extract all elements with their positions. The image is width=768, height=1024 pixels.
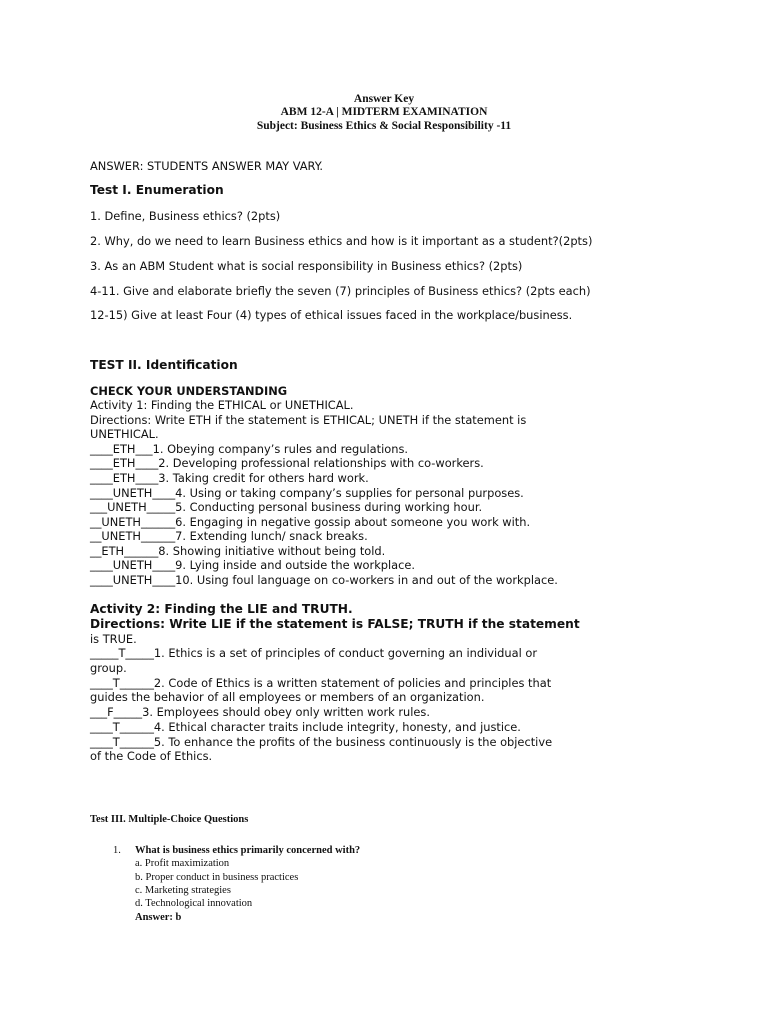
activity1-directions: Directions: Write ETH if the statement is ETHICAL; UNETH if the statement is [90, 413, 527, 427]
activity1-item: __ETH______8. Showing initiative without being told. [90, 544, 386, 558]
question-answer: Answer: b [135, 912, 182, 923]
activity1-item: ____ETH____3. Taking credit for others hard work. [90, 471, 369, 485]
activity1-item: ____UNETH____10. Using foul language on co-workers in and out of the workplace. [90, 573, 558, 587]
activity2-line: ____T______4. Ethical character traits include integrity, honesty, and justice. [90, 720, 521, 734]
test2-subheading: CHECK YOUR UNDERSTANDING [90, 384, 288, 398]
activity1-item: ____UNETH____9. Lying inside and outside the workplace. [90, 558, 416, 572]
test1-item: 3. As an ABM Student what is social responsibility in Business ethics? (2pts) [90, 259, 523, 273]
activity2-directions-cont: is TRUE. [90, 632, 137, 646]
test2-heading: TEST II. Identification [90, 358, 238, 372]
question-option: c. Marketing strategies [135, 885, 231, 896]
test1-item: 12-15) Give at least Four (4) types of ethical issues faced in the workplace/business. [90, 308, 573, 322]
question-option: a. Profit maximization [135, 858, 230, 869]
activity2-line: of the Code of Ethics. [90, 749, 213, 763]
activity1-directions-cont: UNETHICAL. [90, 427, 159, 441]
subject-line: Subject: Business Ethics & Social Responsibility -11 [256, 120, 512, 132]
question-number: 1. [113, 845, 121, 856]
activity2-line: guides the behavior of all employees or members of an organization. [90, 690, 485, 704]
question-option: d. Technological innovation [135, 898, 253, 909]
activity2-line: group. [90, 661, 127, 675]
activity1-item: ____ETH___1. Obeying company’s rules and regulations. [90, 442, 409, 456]
question-text: What is business ethics primarily concerned with? [135, 845, 361, 856]
activity2-line: ____T______2. Code of Ethics is a written statement of policies and principles that [90, 676, 552, 690]
activity2-line: _____T_____1. Ethics is a set of principles of conduct governing an individual or [90, 646, 538, 660]
activity1-item: ___UNETH_____5. Conducting personal business during working hour. [90, 500, 483, 514]
activity1-item: __UNETH______6. Engaging in negative gossip about someone you work with. [90, 515, 531, 529]
activity1-item: __UNETH______7. Extending lunch/ snack breaks. [90, 529, 368, 543]
test3-heading: Test III. Multiple-Choice Questions [90, 814, 249, 825]
question-option: b. Proper conduct in business practices [135, 872, 299, 883]
activity1-item: ____UNETH____4. Using or taking company’s supplies for personal purposes. [90, 486, 524, 500]
test1-item: 4-11. Give and elaborate briefly the seven (7) principles of Business ethics? (2pts each) [90, 284, 591, 298]
activity2-title: Activity 2: Finding the LIE and TRUTH. [90, 602, 353, 616]
answer-note: ANSWER: STUDENTS ANSWER MAY VARY. [90, 159, 324, 173]
activity2-directions: Directions: Write LIE if the statement is FALSE; TRUTH if the statement [90, 617, 580, 631]
test1-item: 1. Define, Business ethics? (2pts) [90, 209, 281, 223]
exam-title: ABM 12-A | MIDTERM EXAMINATION [280, 106, 488, 118]
test1-heading: Test I. Enumeration [90, 183, 224, 197]
activity2-line: ____T______5. To enhance the profits of the business continuously is the objective [90, 735, 553, 749]
doc-title: Answer Key [353, 93, 415, 105]
test1-item: 2. Why, do we need to learn Business ethics and how is it important as a student?(2pts) [90, 234, 593, 248]
activity1-title: Activity 1: Finding the ETHICAL or UNETHICAL. [90, 398, 354, 412]
activity2-line: ___F_____3. Employees should obey only written work rules. [90, 705, 430, 719]
activity1-item: ____ETH____2. Developing professional relationships with co-workers. [90, 456, 484, 470]
